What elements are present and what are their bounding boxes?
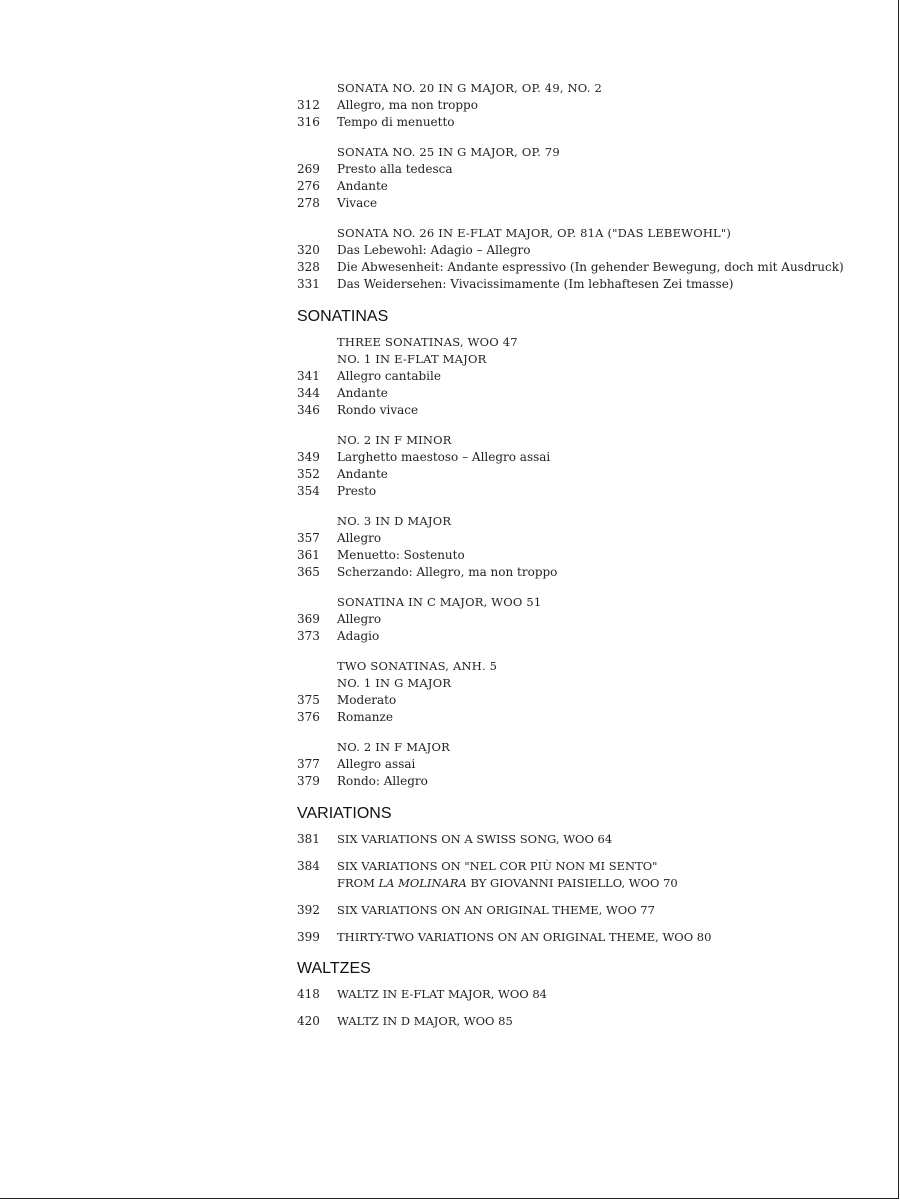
movement-row [297, 178, 857, 195]
movement-title: Adagio [337, 629, 380, 643]
movement-title: Allegro assai [337, 757, 416, 771]
page-number: 361 [297, 548, 320, 562]
page-number: 331 [297, 277, 320, 291]
page-number: 278 [297, 196, 320, 210]
section-heading-variations: VARIATIONS [297, 805, 392, 822]
work-title: WALTZ IN D MAJOR, WOO 85 [337, 1014, 513, 1028]
movement-row [297, 628, 857, 645]
movement-title: Larghetto maestoso – Allegro assai [337, 450, 551, 464]
movement-row [297, 259, 857, 276]
work-entry [297, 929, 857, 946]
page-number: 418 [297, 987, 320, 1001]
page-number: 376 [297, 710, 320, 724]
movement-title: Menuetto: Sostenuto [337, 548, 465, 562]
page-number: 269 [297, 162, 320, 176]
movement-title: Rondo vivace [337, 403, 419, 417]
movement-title: Die Abwesenheit: Andante espressivo (In gehender Bewegung, doch mit Ausdruck) [337, 260, 844, 274]
work-title: SONATA NO. 26 IN E-FLAT MAJOR, OP. 81A ("DAS LEBEWOHL") [337, 226, 732, 240]
page-number: 373 [297, 629, 320, 643]
title-suffix: BY GIOVANNI PAISIELLO, WOO 70 [466, 876, 678, 890]
page-number: 369 [297, 612, 320, 626]
work-entry [297, 986, 857, 1003]
work-group [297, 80, 857, 131]
work-title: SONATA NO. 25 IN G MAJOR, OP. 79 [337, 145, 560, 159]
movement-row [297, 692, 857, 709]
movement-title: Tempo di menuetto [337, 115, 455, 129]
movement-row [297, 276, 857, 293]
work-title: NO. 3 IN D MAJOR [337, 514, 452, 528]
page-number: 357 [297, 531, 320, 545]
work-title: THREE SONATINAS, WOO 47 [337, 335, 518, 349]
work-title: THIRTY-TWO VARIATIONS ON AN ORIGINAL THEME, WOO 80 [337, 930, 712, 944]
page-number: 420 [297, 1014, 320, 1028]
movement-title: Allegro cantabile [337, 369, 441, 383]
work-group [297, 334, 857, 419]
entry-row [297, 858, 857, 875]
page-number: 316 [297, 115, 320, 129]
movement-row [297, 161, 857, 178]
work-entry [297, 1013, 857, 1030]
movement-row [297, 564, 857, 581]
work-group [297, 513, 857, 581]
movement-row [297, 242, 857, 259]
movement-row [297, 466, 857, 483]
table-of-contents [297, 80, 857, 1040]
work-title: SIX VARIATIONS ON AN ORIGINAL THEME, WOO 77 [337, 903, 655, 917]
page-number: 344 [297, 386, 320, 400]
movement-title: Allegro, ma non troppo [337, 98, 478, 112]
work-group [297, 225, 857, 293]
page-number: 392 [297, 903, 320, 917]
page-number: 384 [297, 859, 320, 873]
movement-title: Andante [337, 386, 388, 400]
movement-title: Vivace [337, 196, 378, 210]
work-title: TWO SONATINAS, ANH. 5 [337, 659, 498, 673]
page-number: 377 [297, 757, 320, 771]
entry-row [297, 986, 857, 1003]
page-number: 375 [297, 693, 320, 707]
movement-row [297, 611, 857, 628]
work-title: SIX VARIATIONS ON "NEL COR PIÙ NON MI SENTO" [337, 859, 658, 873]
movement-row [297, 368, 857, 385]
work-entry [297, 831, 857, 848]
movement-title: Rondo: Allegro [337, 774, 428, 788]
work-group [297, 739, 857, 790]
movement-title: Scherzando: Allegro, ma non troppo [337, 565, 558, 579]
work-title: WALTZ IN E-FLAT MAJOR, WOO 84 [337, 987, 547, 1001]
page-number: 352 [297, 467, 320, 481]
movement-title: Andante [337, 179, 388, 193]
work-group [297, 658, 857, 726]
movement-row [297, 773, 857, 790]
movement-row [297, 530, 857, 547]
entry-row [297, 1013, 857, 1030]
movement-row [297, 449, 857, 466]
opera-title: LA MOLINARA [378, 876, 467, 890]
movement-row [297, 402, 857, 419]
section-heading-sonatinas: SONATINAS [297, 308, 389, 325]
movement-row [297, 709, 857, 726]
entry-row [297, 929, 857, 946]
page-number: 399 [297, 930, 320, 944]
work-title: SONATINA IN C MAJOR, WOO 51 [337, 595, 542, 609]
movement-title: Das Lebewohl: Adagio – Allegro [337, 243, 531, 257]
page-number: 349 [297, 450, 320, 464]
variations-list [297, 831, 857, 946]
movement-title: Moderato [337, 693, 397, 707]
movement-row [297, 114, 857, 131]
work-title: NO. 2 IN F MINOR [337, 433, 452, 447]
movement-title: Presto alla tedesca [337, 162, 453, 176]
movement-title: Romanze [337, 710, 393, 724]
page-number: 276 [297, 179, 320, 193]
page-number: 379 [297, 774, 320, 788]
movement-title: Das Weidersehen: Vivacissimamente (Im lebhaftesen Zei tmasse) [337, 277, 734, 291]
movement-title: Andante [337, 467, 388, 481]
page-number: 381 [297, 832, 320, 846]
movement-row [297, 97, 857, 114]
page-number: 346 [297, 403, 320, 417]
work-group [297, 144, 857, 212]
sonatas-continued [297, 80, 857, 293]
waltzes-list [297, 986, 857, 1030]
work-group [297, 594, 857, 645]
entry-row [297, 902, 857, 919]
movement-title: Allegro [337, 531, 382, 545]
page-number: 354 [297, 484, 320, 498]
page-number: 365 [297, 565, 320, 579]
work-group [297, 432, 857, 500]
movement-row [297, 385, 857, 402]
page-number: 328 [297, 260, 320, 274]
work-title: NO. 1 IN G MAJOR [337, 676, 452, 690]
work-entry [297, 902, 857, 919]
work-title: SIX VARIATIONS ON A SWISS SONG, WOO 64 [337, 832, 613, 846]
movement-row [297, 756, 857, 773]
movement-row [297, 195, 857, 212]
section-heading-waltzes: WALTZES [297, 960, 371, 977]
work-entry [297, 858, 857, 892]
page-number: 312 [297, 98, 320, 112]
sonatinas-list [297, 334, 857, 790]
movement-title: Allegro [337, 612, 382, 626]
entry-row [297, 831, 857, 848]
work-title-continued [297, 875, 857, 892]
work-title: SONATA NO. 20 IN G MAJOR, OP. 49, NO. 2 [337, 81, 602, 95]
movement-row [297, 547, 857, 564]
title-prefix: FROM [337, 876, 379, 890]
movement-row [297, 483, 857, 500]
page-number: 320 [297, 243, 320, 257]
page-number: 341 [297, 369, 320, 383]
movement-title: Presto [337, 484, 377, 498]
work-title: NO. 2 IN F MAJOR [337, 740, 450, 754]
work-title: NO. 1 IN E-FLAT MAJOR [337, 352, 487, 366]
